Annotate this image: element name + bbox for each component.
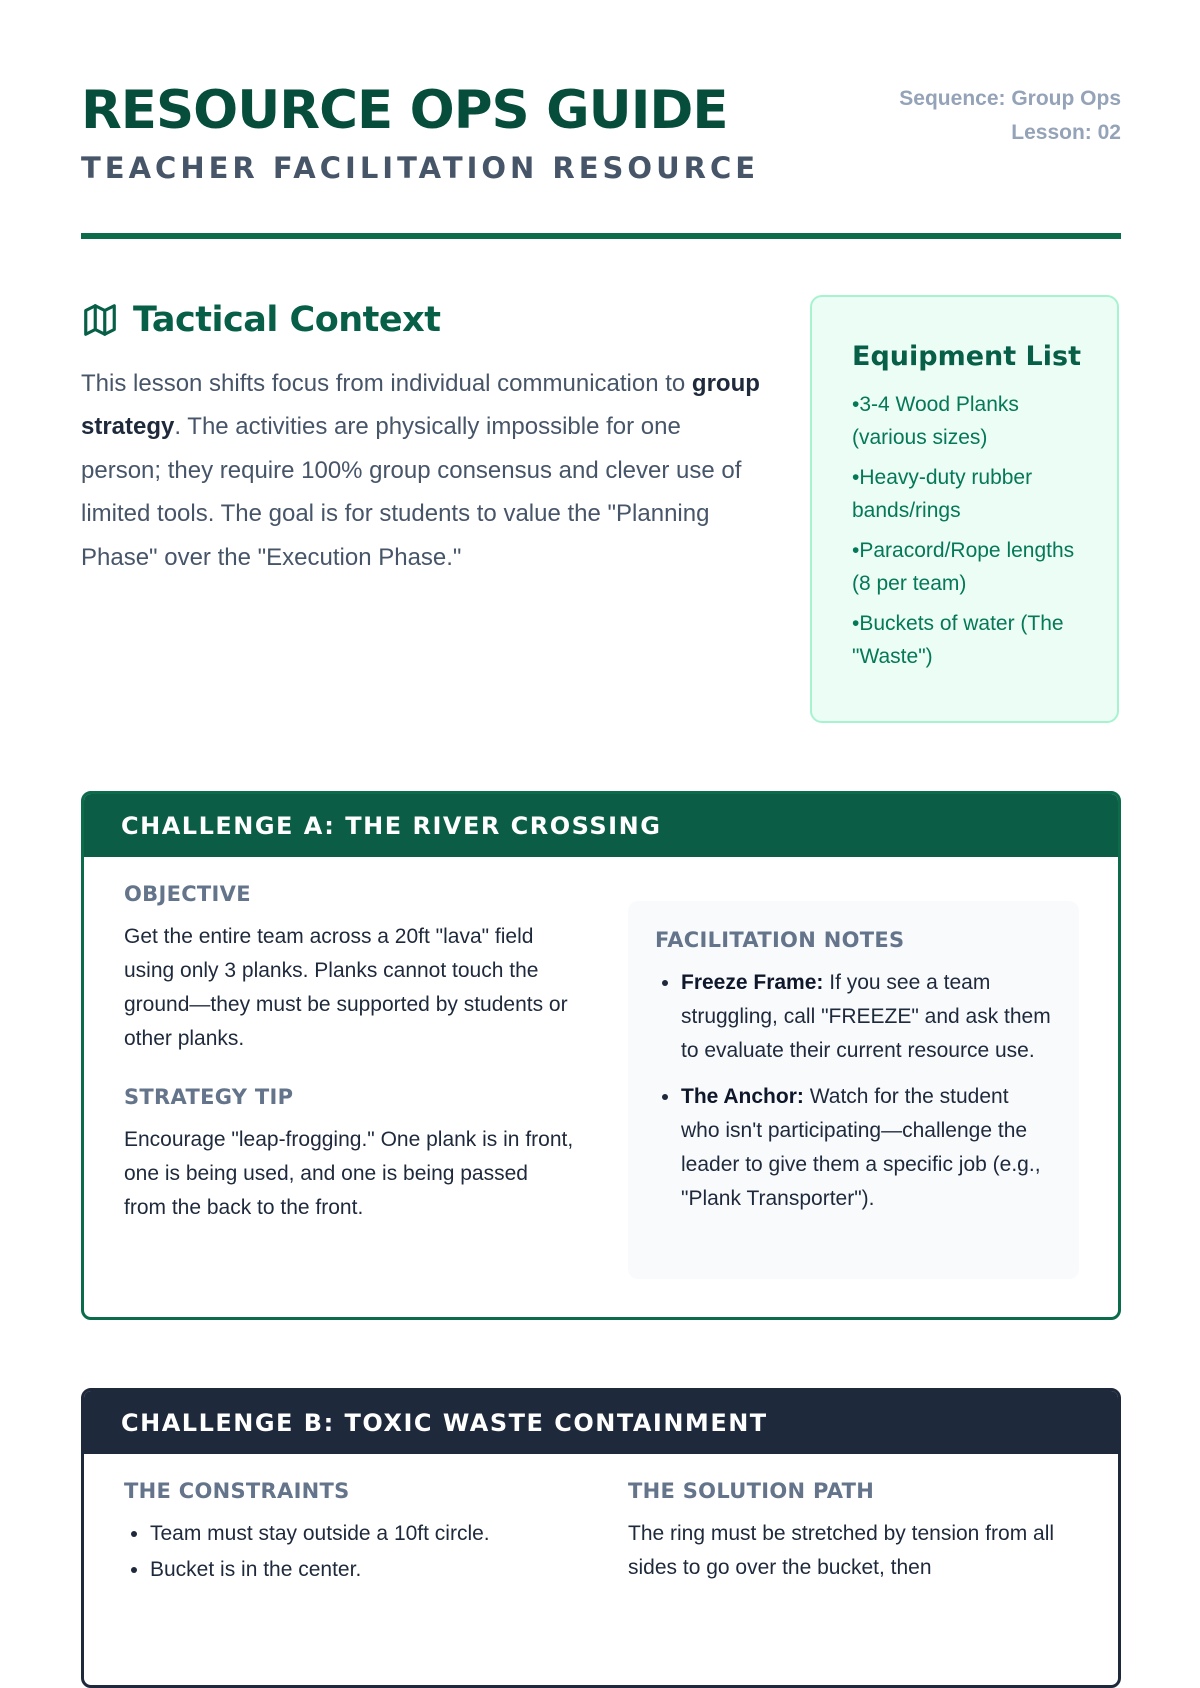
tactical-context-heading	[81, 294, 761, 346]
tactical-context-text	[81, 362, 761, 579]
context-text-part: . The activities are physically impossible for one person; they require 100% group consensus and clever use of limited tools. The goal is for students to value the "Planning Phase" over the "Execution Phase."	[81, 413, 742, 571]
strategy-tip-text: Encourage "leap-frogging." One plank is in front, one is being used, and one is being passed from the back to the front.	[124, 1128, 574, 1219]
equipment-list-box	[810, 295, 1119, 723]
facilitation-notes-list	[655, 966, 1051, 1216]
challenge-a-left-column	[124, 882, 574, 1056]
equipment-items	[852, 388, 1097, 673]
page-title: RESOURCE OPS GUIDE	[81, 80, 728, 141]
constraints-list	[124, 1517, 574, 1587]
tactical-context-section	[81, 294, 761, 579]
page-header	[81, 78, 1121, 200]
constraints-column	[124, 1479, 574, 1589]
header-divider	[81, 233, 1121, 239]
challenge-a-strategy	[124, 1085, 574, 1225]
objective-text: Get the entire team across a 20ft "lava" field using only 3 planks. Planks cannot touch the ground—they must be supported by students or other planks.	[124, 925, 568, 1050]
challenge-a-card	[81, 791, 1121, 1320]
sequence-label: Sequence: Group Ops	[899, 87, 1121, 110]
constraint-item: • Team must stay outside a 10ft circle.	[150, 1517, 574, 1551]
note-text: If you see a team struggling, call "FREEZE" and ask them to evaluate their current resource use.	[681, 971, 1051, 1062]
facilitation-notes-label: FACILITATION NOTES	[655, 928, 905, 952]
tactical-context-title: Tactical Context	[133, 300, 441, 340]
constraints-label: THE CONSTRAINTS	[124, 1479, 350, 1503]
lesson-number: Lesson: 02	[1011, 121, 1121, 144]
constraint-item: • Bucket is in the center.	[150, 1553, 574, 1587]
solution-path-label: THE SOLUTION PATH	[628, 1479, 875, 1503]
map-icon	[81, 301, 119, 339]
equipment-list-title: Equipment List	[852, 341, 1081, 372]
objective-label: OBJECTIVE	[124, 882, 251, 906]
strategy-tip-label: STRATEGY TIP	[124, 1085, 294, 1109]
solution-column	[628, 1479, 1074, 1585]
page-subtitle: TEACHER FACILITATION RESOURCE	[81, 151, 760, 185]
note-heading: Freeze Frame:	[681, 971, 824, 994]
facilitation-note	[681, 966, 1051, 1068]
challenge-a-title: CHALLENGE A: THE RIVER CROSSING	[84, 794, 1118, 857]
note-text: Watch for the student who isn't participating—challenge the leader to give them a specific job (e.g., "Plank Transporter").	[681, 1085, 1041, 1210]
facilitation-notes-box	[628, 901, 1079, 1279]
lesson-meta	[899, 82, 1121, 150]
equipment-item: • 3-4 Wood Planks (various sizes)	[852, 388, 1097, 454]
solution-path-text: The ring must be stretched by tension from all sides to go over the bucket, then	[628, 1522, 1055, 1579]
challenge-b-card	[81, 1388, 1121, 1688]
equipment-item: • Paracord/Rope lengths (8 per team)	[852, 534, 1097, 600]
context-text-bold: group strategy	[81, 370, 760, 441]
challenge-b-title: CHALLENGE B: TOXIC WASTE CONTAINMENT	[84, 1391, 1118, 1454]
equipment-item: • Heavy-duty rubber bands/rings	[852, 461, 1097, 527]
equipment-item: • Buckets of water (The "Waste")	[852, 607, 1097, 673]
context-text-part: This lesson shifts focus from individual communication to	[81, 370, 692, 397]
note-heading: The Anchor:	[681, 1085, 804, 1108]
facilitation-note	[681, 1080, 1051, 1216]
